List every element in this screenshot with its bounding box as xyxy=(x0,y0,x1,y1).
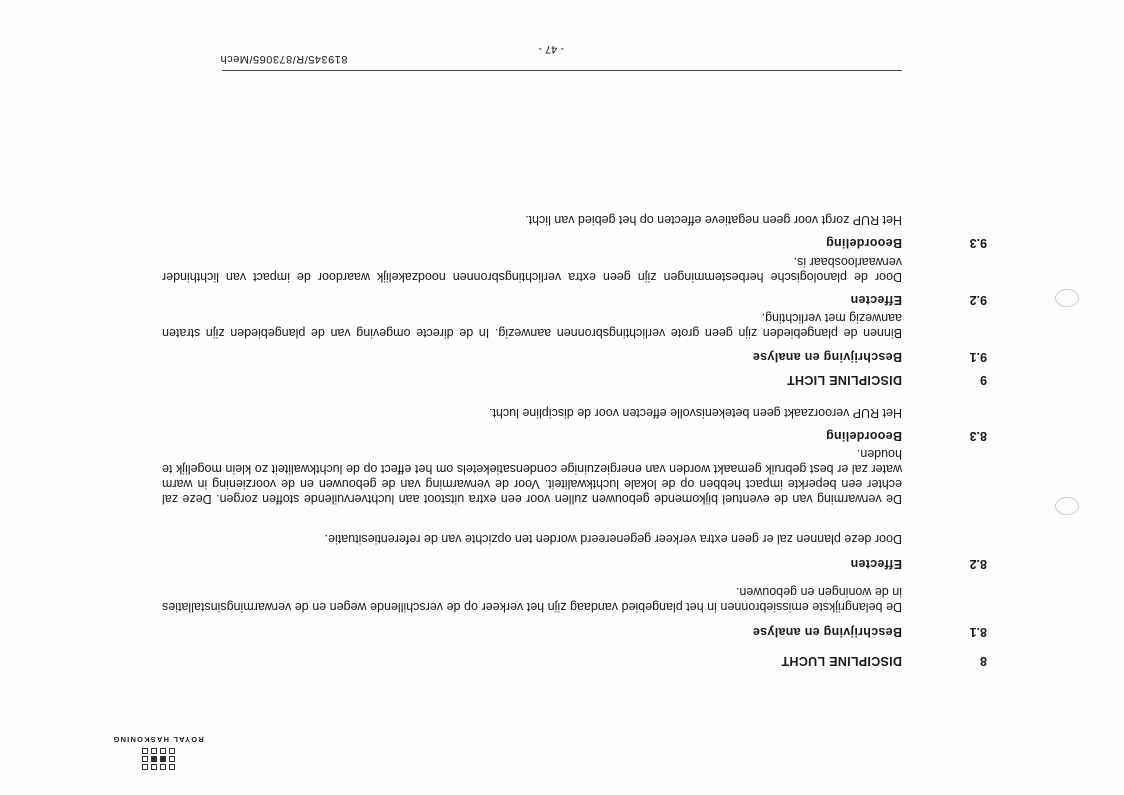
header-divider xyxy=(222,70,902,71)
subsection-number: 8.2 xyxy=(969,557,987,571)
logo-grid-icon xyxy=(88,748,228,770)
subsection-heading: Beschrijving en analyse xyxy=(752,625,902,639)
page-number: - 47 - xyxy=(538,43,564,55)
punch-hole-mark xyxy=(1055,289,1079,307)
paragraph: Door de planologische herbestemmingen zijn geen extra verlichtingsbronnen noodzakelijk waardoor de impact van lichthinder verwaarloosbaar is. xyxy=(162,255,902,284)
paragraph: Binnen de plangebieden zijn geen grote verlichtingsbronnen aanwezig. In de directe omgeving van de plangebieden zijn straten aanwezig met verlichting. xyxy=(162,311,902,340)
punch-hole-mark xyxy=(1055,497,1079,515)
subsection-heading: Effecten xyxy=(850,557,902,571)
paragraph: De belangrijkste emissiebronnen in het plangebied vandaag zijn het verkeer op de verschillende wegen en de verwarmingsinstallaties in de woningen en gebouwen. xyxy=(162,585,902,614)
paragraph: Het RUP veroorzaakt geen betekenisvolle effecten voor de discipline lucht. xyxy=(489,406,902,420)
subsection-number: 9.1 xyxy=(969,350,987,364)
subsection-number: 8.3 xyxy=(969,429,987,443)
section-heading: DISCIPLINE LUCHT xyxy=(781,654,902,668)
subsection-heading: Beoordeling xyxy=(825,236,902,250)
document-reference: 819345/R/873065/Mech xyxy=(220,53,348,65)
section-number: 9 xyxy=(980,373,987,387)
royal-haskoning-logo xyxy=(88,735,228,770)
subsection-number: 8.1 xyxy=(969,625,987,639)
paragraph: De verwarming van de eventuel bijkomende gebouwen zullen voor een extra uitstoot aan luchtvervuilende stoffen zorgen. Deze zal echter een beperkte impact hebben op de lokale luchtkwaliteit. Voor de verwarming van de gebouwen en de voorziening in warm water zal er best gebruik gemaakt worden van energiezuinige condensatieketels om het effect op de luchtkwaliteit zo klein mogelijk te houden. xyxy=(162,447,902,506)
logo-text: ROYAL HASKONING xyxy=(112,735,204,744)
subsection-number: 9.3 xyxy=(969,236,987,250)
section-heading: DISCIPLINE LICHT xyxy=(786,373,902,387)
paragraph: Door deze plannen zal er geen extra verkeer gegenereerd worden ten opzichte van de referentiesituatie. xyxy=(324,532,902,546)
subsection-number: 9.2 xyxy=(969,293,987,307)
section-number: 8 xyxy=(980,654,987,668)
paragraph: Het RUP zorgt voor geen negatieve effecten op het gebied van licht. xyxy=(525,213,902,227)
subsection-heading: Beoordeling xyxy=(825,429,902,443)
subsection-heading: Beschrijving en analyse xyxy=(752,350,902,364)
subsection-heading: Effecten xyxy=(850,293,902,307)
